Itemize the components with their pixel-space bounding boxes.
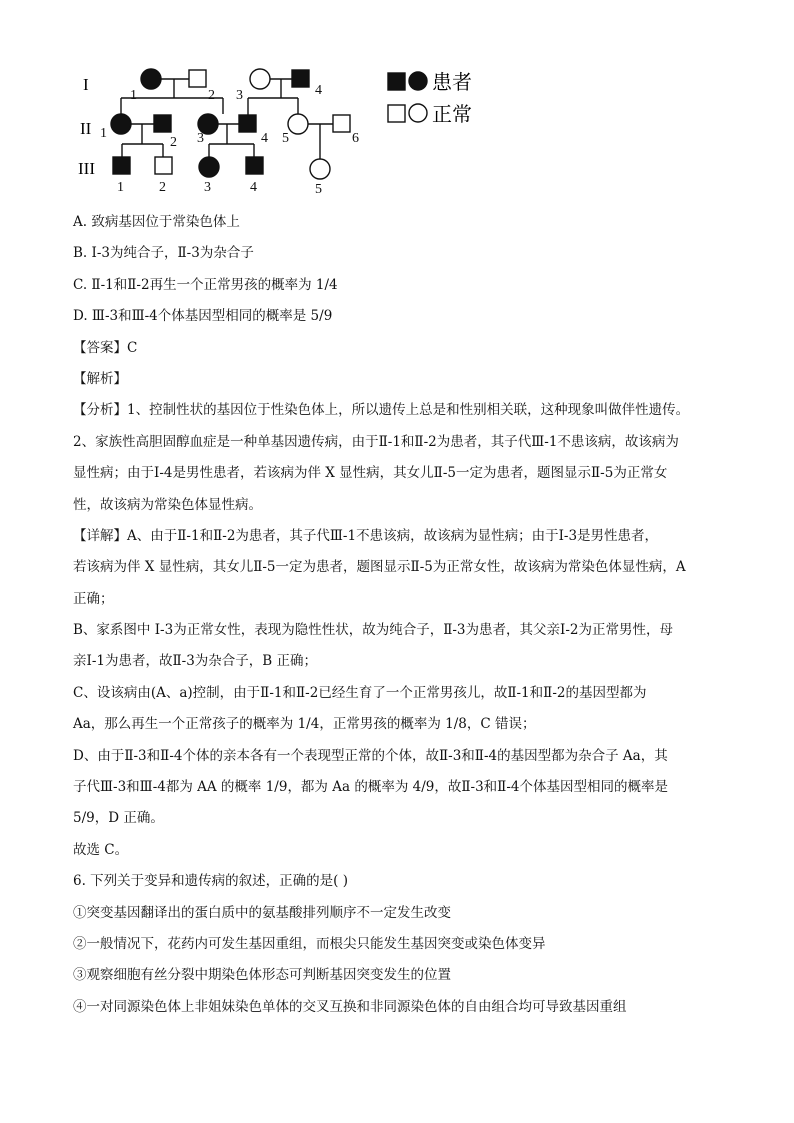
individual-number: 2 <box>208 88 215 103</box>
fenxi-line: 【分析】1、控制性状的基因位于性染色体上，所以遗传上总是和性别相关联，这种现象叫做伴性遗传。 <box>73 402 690 419</box>
document-body <box>73 211 733 1027</box>
fenxi-line: 性，故该病为常染色体显性病。 <box>73 496 262 513</box>
individual-number: 3 <box>204 180 211 195</box>
individual-number: 4 <box>250 180 257 195</box>
explain-b-line: B、家系图中 I-3为正常女性，表现为隐性性状，故为纯合子，Ⅱ-3为患者，其父亲Ⅰ-2为正常男性，母 <box>73 622 674 639</box>
individual-number: 3 <box>236 88 243 103</box>
fenxi-line: 2、家族性高胆固醇血症是一种单基因遗传病，由于Ⅱ-1和Ⅱ-2为患者，其子代Ⅲ-1不患该病，故该病为 <box>73 433 679 450</box>
individual-III-1 <box>113 157 130 174</box>
individual-III-5 <box>310 159 330 179</box>
legend-normal-square-icon <box>388 105 405 122</box>
individual-number: 1 <box>117 180 124 195</box>
individual-number: 3 <box>197 131 204 146</box>
option-a: A. 致病基因位于常染色体上 <box>73 214 240 230</box>
question6-item: ①突变基因翻译出的蛋白质中的氨基酸排列顺序不一定发生改变 <box>73 904 451 921</box>
explain-c-line: Aa，那么再生一个正常孩子的概率为 1/4，正常男孩的概率为 1/8，C 错误； <box>73 716 536 733</box>
individual-II-6 <box>333 115 350 132</box>
individual-III-3 <box>199 157 219 177</box>
individual-number: 2 <box>159 180 166 195</box>
individual-II-1 <box>111 114 131 134</box>
fenxi-line: 显性病；由于Ⅰ-4是男性患者，若该病为伴 X 显性病，其女儿Ⅱ-5一定为患者，题图显示Ⅱ-5为正常女 <box>73 465 668 482</box>
individual-number: 4 <box>315 83 322 98</box>
conclusion-line: 故选 C。 <box>73 841 129 858</box>
individual-number: 4 <box>261 131 268 146</box>
individual-number: 1 <box>130 88 137 103</box>
individual-number: 6 <box>352 131 359 146</box>
legend-normal-circle-icon <box>409 104 427 122</box>
explain-d-line: D、由于Ⅱ-3和Ⅱ-4个体的亲本各有一个表现型正常的个体，故Ⅱ-3和Ⅱ-4的基因型都为杂合子 Aa，其 <box>73 747 668 764</box>
generation-label: II <box>80 119 92 138</box>
option-c: C. Ⅱ-1和Ⅱ-2再生一个正常男孩的概率为 1/4 <box>73 276 338 293</box>
individual-II-4 <box>239 115 256 132</box>
legend-normal-label: 正常 <box>432 102 472 126</box>
explain-d-line: 5/9，D 正确。 <box>73 810 164 827</box>
explain-b-line: 亲Ⅰ-1为患者，故Ⅱ-3为杂合子，B 正确； <box>73 653 318 670</box>
individual-number: 2 <box>170 135 177 150</box>
pedigree-chart <box>70 60 490 200</box>
option-b: B. I-3为纯合子，Ⅱ-3为杂合子 <box>73 245 254 262</box>
individual-I-3 <box>250 69 270 89</box>
question6-stem: 6. 下列关于变异和遗传病的叙述，正确的是( ) <box>73 873 348 890</box>
xiangjie-line: 正确； <box>73 590 114 607</box>
individual-I-2 <box>189 70 206 87</box>
legend-affected-label: 患者 <box>432 70 472 94</box>
explain-c-line: C、设该病由(A、a)控制，由于Ⅱ-1和Ⅱ-2已经生育了一个正常男孩儿，故Ⅱ-1和Ⅱ-2的基因型都为 <box>73 684 647 701</box>
individual-III-2 <box>155 157 172 174</box>
xiangjie-line: 若该病为伴 X 显性病，其女儿Ⅱ-5一定为患者，题图显示Ⅱ-5为正常女性，故该病为常染色体显性病，A <box>73 559 686 576</box>
explain-d-line: 子代Ⅲ-3和Ⅲ-4都为 AA 的概率 1/9，都为 Aa 的概率为 4/9，故Ⅱ-3和Ⅱ-4个体基因型相同的概率是 <box>73 779 668 796</box>
individual-II-5 <box>288 114 308 134</box>
individual-I-1 <box>141 69 161 89</box>
answer-line: 【答案】C <box>73 339 138 356</box>
question6-item: ②一般情况下，花药内可发生基因重组，而根尖只能发生基因突变或染色体变异 <box>73 935 546 952</box>
legend-affected-circle-icon <box>409 72 427 90</box>
question6-item: ③观察细胞有丝分裂中期染色体形态可判断基因突变发生的位置 <box>73 967 451 984</box>
individual-II-2 <box>154 115 171 132</box>
individual-III-4 <box>246 157 263 174</box>
individual-number: 5 <box>315 182 322 197</box>
individual-number: 5 <box>282 131 289 146</box>
analysis-heading: 【解析】 <box>73 370 127 387</box>
generation-label: I <box>83 75 89 94</box>
pedigree-legend <box>388 70 472 126</box>
xiangjie-line: 【详解】A、由于Ⅱ-1和Ⅱ-2为患者，其子代Ⅲ-1不患该病，故该病为显性病；由于Ⅰ-3是男性患者， <box>73 527 659 544</box>
individual-I-4 <box>292 70 309 87</box>
question6-item: ④一对同源染色体上非姐妹染色单体的交叉互换和非同源染色体的自由组合均可导致基因重组 <box>73 998 627 1015</box>
individual-number: 1 <box>100 126 107 141</box>
legend-affected-square-icon <box>388 73 405 90</box>
generation-label: III <box>78 159 95 178</box>
option-d: D. Ⅲ-3和Ⅲ-4个体基因型相同的概率是 5/9 <box>73 308 333 325</box>
